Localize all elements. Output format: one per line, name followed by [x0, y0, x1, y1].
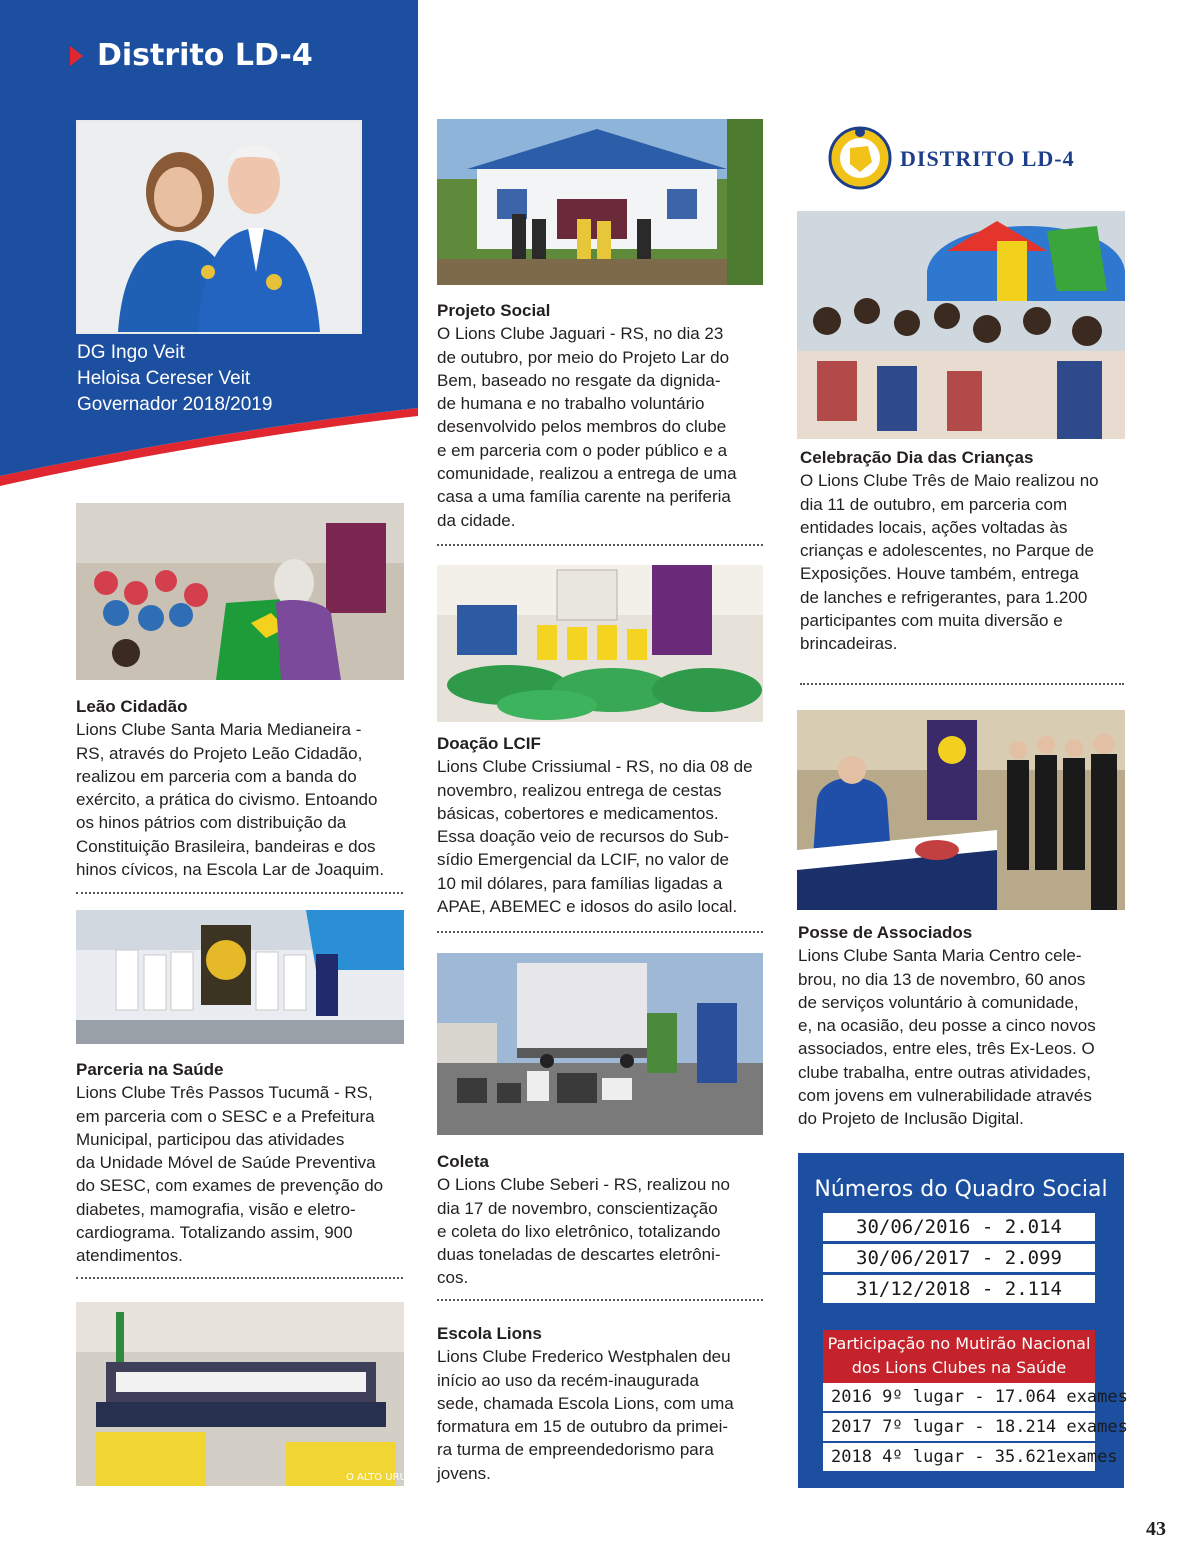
stats-panel: [798, 1153, 1128, 1488]
parceria-saude-photo: [76, 910, 404, 1044]
article-body: Lions Clube Santa Maria Medianeira - RS, através do Projeto Leão Cidadão, realizou em parceria com a banda do exército, a prática do civismo. Entoando os hinos pátrios com distribuição da Constituição Brasileira, bandeiras e dos hinos cívicos, na Escola Lar de Joaquim.: [76, 720, 385, 880]
governor-photo: [76, 120, 362, 334]
play-icon: [70, 46, 83, 66]
divider: [437, 1299, 763, 1301]
mutirao-row: 2017 7º lugar - 18.214 exames: [823, 1413, 1095, 1441]
article-body: O Lions Clube Seberi - RS, realizou no dia 17 de novembro, conscientização e coleta do lixo eletrônico, totalizando duas toneladas de descartes eletrôni- cos.: [437, 1175, 730, 1288]
page-number: 43: [1146, 1518, 1166, 1540]
article-title: Parceria na Saúde: [76, 1060, 224, 1079]
page-title: [70, 38, 313, 73]
escola-lions-photo: [76, 1302, 432, 1486]
coleta-photo: [437, 953, 763, 1135]
article-body: O Lions Clube Jaguari - RS, no dia 23 de outubro, por meio do Projeto Lar do Bem, baseado no resgate da dignida- de humana e no trabalho voluntário desenvolvido pelos membros do clube e em parceria com o poder público e a comunidade, realizou a entrega de uma casa a uma família carente na periferia da cidade.: [437, 324, 737, 530]
divider: [800, 683, 1124, 685]
page-title-text: Distrito LD-4: [97, 38, 313, 73]
doacao-lcif-photo: [437, 565, 763, 722]
article-coleta: [437, 1150, 767, 1290]
article-body: Lions Clube Três Passos Tucumã - RS, em parceria com o SESC e a Prefeitura Municipal, participou das atividades da Unidade Móvel de Saúde Preventiva do SESC, com exames de prevenção do diabetes, mamografia, visão e eletro- cardiograma. Totalizando assim, 900 atendimentos.: [76, 1083, 384, 1266]
governor-name-2: Heloisa Cereser Veit: [77, 368, 251, 389]
article-dia-criancas: [800, 446, 1130, 656]
article-title: Escola Lions: [437, 1324, 542, 1343]
article-posse-associados: [798, 921, 1128, 1131]
divider: [76, 892, 403, 894]
governor-name-1: DG Ingo Veit: [77, 342, 185, 363]
district-logo: [828, 124, 1088, 196]
article-title: Leão Cidadão: [76, 697, 188, 716]
mutirao-row: 2018 4º lugar - 35.621exames: [823, 1443, 1095, 1471]
stats-title: Números do Quadro Social: [814, 1177, 1108, 1202]
leao-cidadao-photo: [76, 503, 404, 680]
district-logo-text: DISTRITO LD-4: [900, 146, 1075, 171]
article-title: Doação LCIF: [437, 734, 541, 753]
article-leao-cidadao: [76, 695, 406, 881]
article-body: Lions Clube Crissiumal - RS, no dia 08 de novembro, realizou entrega de cestas básicas, cobertores e medicamentos. Essa doação veio de recursos do Sub- sídio Emergencial da LCIF, no valor de 10 mil dólares, para famílias ligadas a APAE, ABEMEC e idosos do asilo local.: [437, 757, 753, 917]
membership-row: 31/12/2018 - 2.114: [823, 1275, 1095, 1303]
article-title: Posse de Associados: [798, 923, 973, 942]
article-doacao-lcif: [437, 732, 767, 918]
projeto-social-photo: [437, 119, 763, 285]
mutirao-title-line-2: dos Lions Clubes na Saúde: [851, 1358, 1067, 1377]
divider: [437, 931, 763, 933]
governor-caption: [77, 340, 272, 418]
divider: [437, 544, 763, 546]
article-title: Celebração Dia das Crianças: [800, 448, 1034, 467]
article-projeto-social: [437, 299, 767, 532]
mutirao-row: 2016 9º lugar - 17.064 exames: [823, 1383, 1095, 1411]
mutirao-header: [823, 1330, 1095, 1384]
mutirao-title-line-1: Participação no Mutirão Nacional: [827, 1334, 1091, 1353]
article-body: Lions Clube Santa Maria Centro cele- brou, no dia 13 de novembro, 60 anos de serviços voluntário à comunidade, e, na ocasião, deu posse a cinco novos associados, entre eles, três Ex-Leos. O clube trabalha, entre outras atividades, com jovens em vulnerabilidade através do Projeto de Inclusão Digital.: [798, 946, 1096, 1129]
dia-criancas-photo: [797, 211, 1125, 439]
article-title: Projeto Social: [437, 301, 551, 320]
article-body: O Lions Clube Três de Maio realizou no dia 11 de outubro, em parceria com entidades locais, ações voltadas às crianças e adolescentes, no Parque de Exposições. Houve também, entrega de lanches e refrigerantes, para 1.200 participantes com muita diversão e brincadeiras.: [800, 471, 1099, 654]
membership-row: 30/06/2016 - 2.014: [823, 1213, 1095, 1241]
article-parceria-saude: [76, 1058, 406, 1268]
article-body: Lions Clube Frederico Westphalen deu início ao uso da recém-inaugurada sede, chamada Escola Lions, com uma formatura em 15 de outubro da primei- ra turma de empreendedorismo para jovens.: [437, 1347, 734, 1483]
divider: [76, 1277, 403, 1279]
governor-term: Governador 2018/2019: [77, 394, 273, 415]
article-escola-lions: [437, 1322, 767, 1485]
posse-associados-photo: [797, 710, 1125, 910]
membership-row: 30/06/2017 - 2.099: [823, 1244, 1095, 1272]
article-title: Coleta: [437, 1152, 489, 1171]
photo-credit: O ALTO URUGUAI: [346, 1472, 432, 1483]
